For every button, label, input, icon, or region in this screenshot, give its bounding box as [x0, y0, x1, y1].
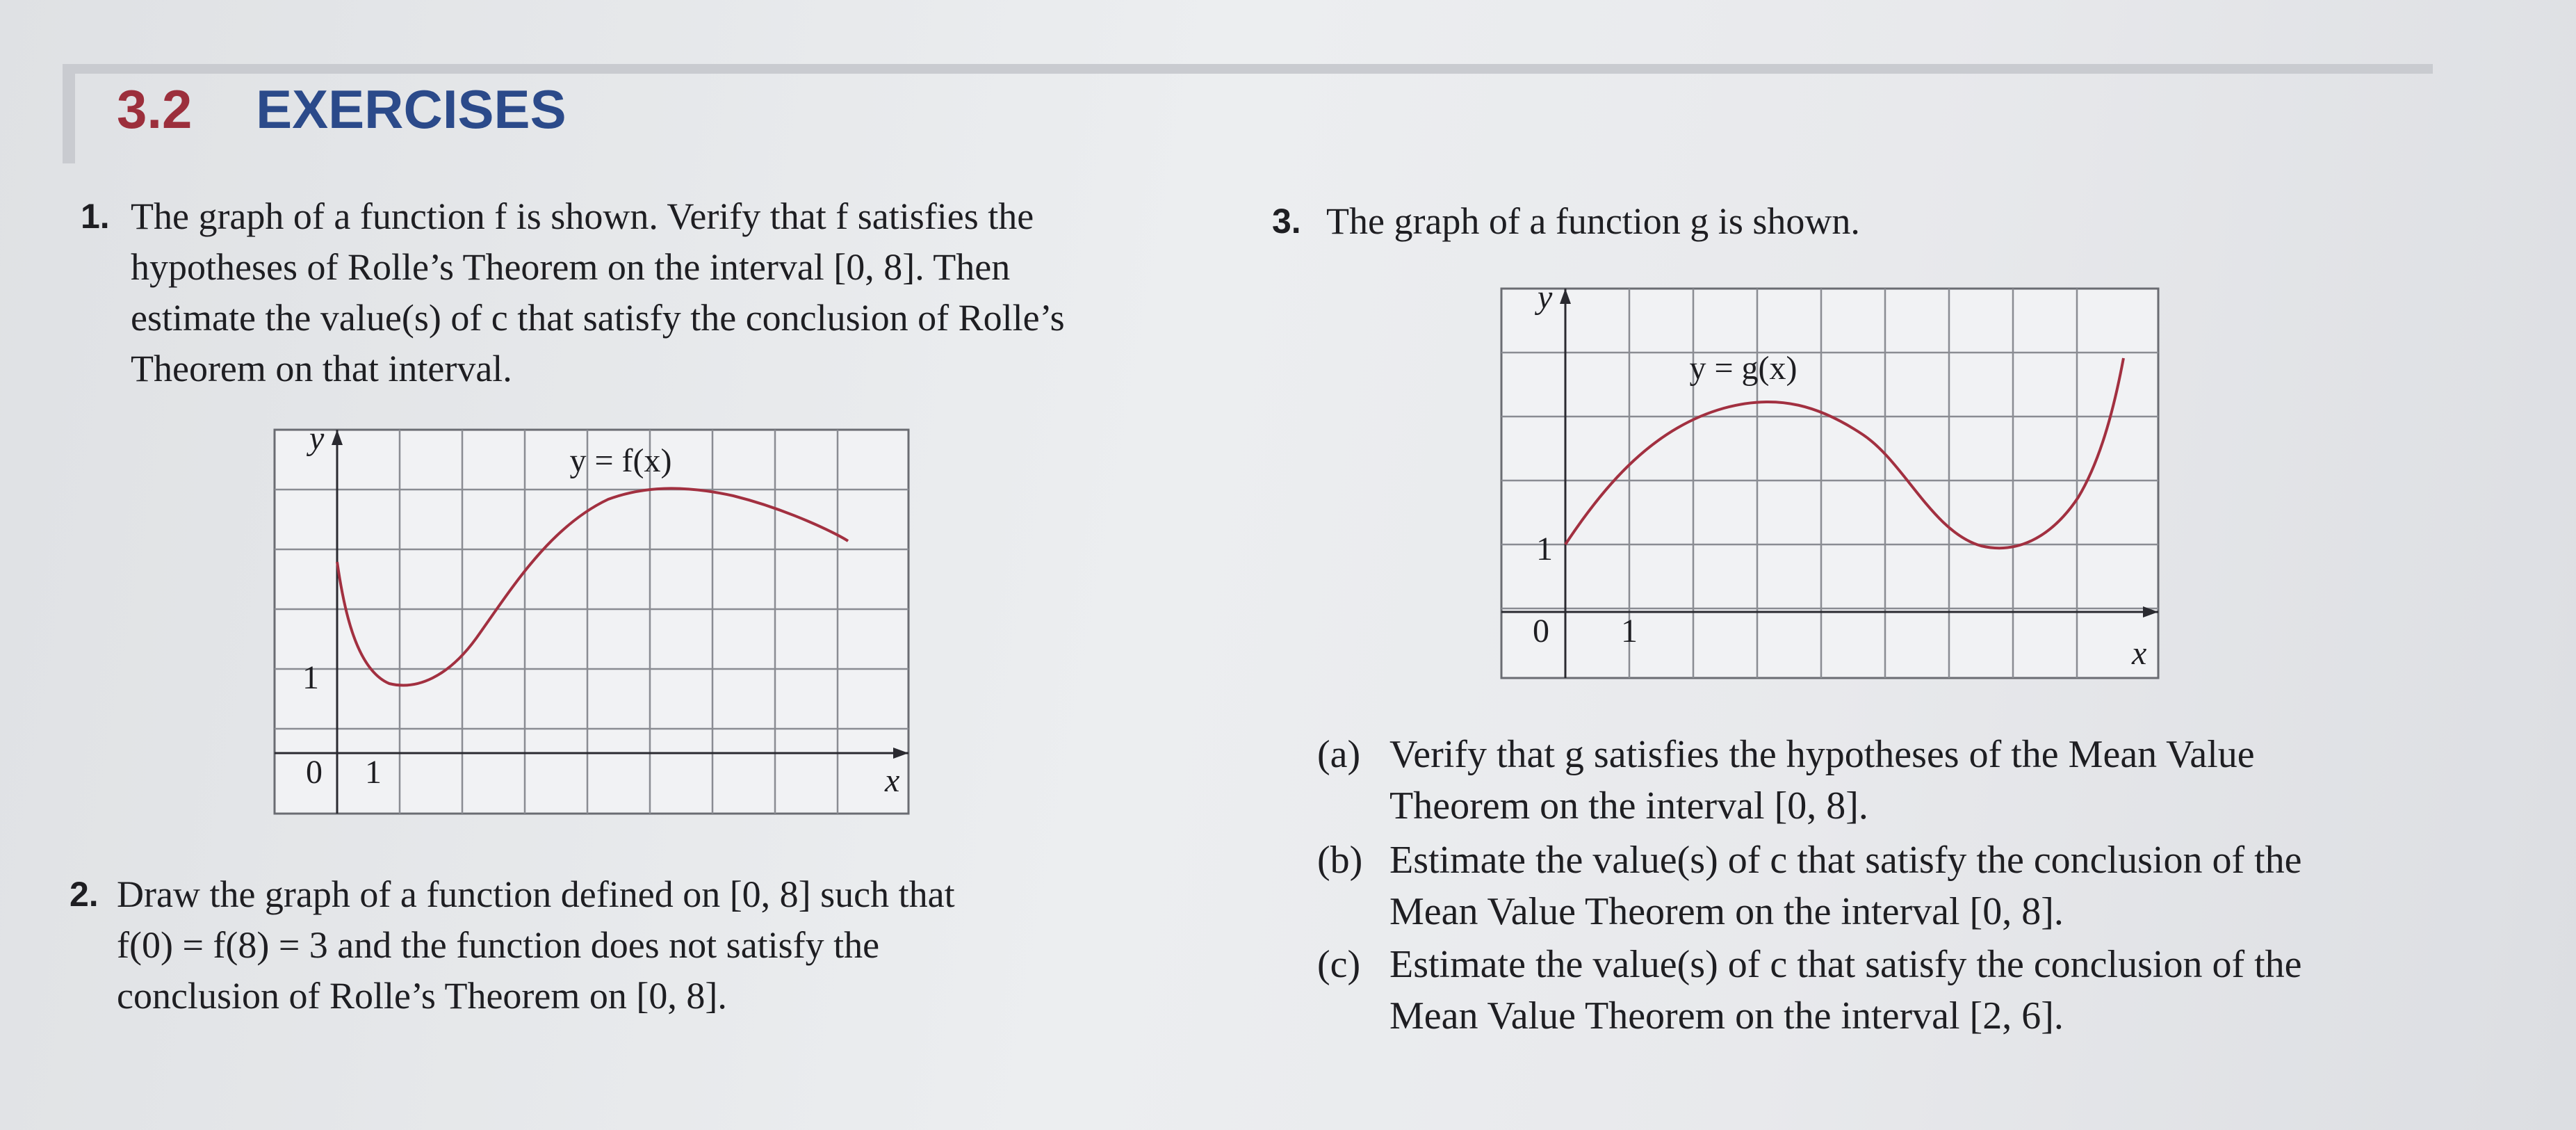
exercise-2-number: 2.: [70, 875, 99, 914]
graph-f-svg: [275, 420, 908, 814]
part-b-line: Mean Value Theorem on the interval [0, 8].: [1389, 890, 2064, 933]
exercise-1-number: 1.: [81, 197, 110, 236]
exercise-1-line: hypotheses of Rolle’s Theorem on the interval [0, 8]. Then: [131, 246, 1011, 288]
section-top-rule: [63, 64, 2433, 74]
exercise-2-line: conclusion of Rolle’s Theorem on [0, 8].: [117, 975, 727, 1017]
section-heading: [117, 78, 566, 154]
exercise-3-number: 3.: [1272, 202, 1301, 241]
section-title: EXERCISES: [256, 79, 566, 140]
graph-f-y-tick-label: 1: [302, 659, 319, 696]
exercise-3-line: The graph of a function g is shown.: [1326, 200, 1860, 242]
graph-g-x-label: x: [2132, 635, 2147, 672]
graph-f-origin-label: 0: [306, 754, 323, 791]
exercise-2-line: f(0) = f(8) = 3 and the function does not satisfy the: [117, 924, 880, 966]
graph-f: [275, 420, 908, 814]
section-number: 3.2: [117, 79, 193, 140]
graph-g: [1501, 279, 2158, 678]
exercise-2-line: Draw the graph of a function defined on [0, 8] such that: [117, 873, 955, 915]
graph-f-x-tick-label: 1: [365, 754, 382, 791]
graph-g-y-label: y: [1538, 279, 1553, 316]
graph-f-x-label: x: [885, 762, 900, 799]
graph-g-curve-label: y = g(x): [1689, 350, 1798, 387]
graph-f-y-label: y: [309, 420, 325, 457]
exercise-3-part-c: [1317, 939, 2499, 1042]
section-heading-bar: [63, 70, 75, 163]
part-a-line: Theorem on the interval [0, 8].: [1389, 784, 1868, 828]
graph-g-y-tick-label: 1: [1536, 531, 1553, 567]
part-b-line: Estimate the value(s) of c that satisfy the conclusion of the: [1389, 839, 2302, 882]
graph-g-x-tick-label: 1: [1621, 613, 1638, 649]
exercise-1-line: estimate the value(s) of c that satisfy the conclusion of Rolle’s: [131, 297, 1065, 339]
graph-f-curve-label: y = f(x): [569, 442, 672, 479]
part-c-label: (c): [1317, 943, 1361, 986]
part-a-line: Verify that g satisfies the hypotheses of the Mean Value: [1389, 733, 2255, 776]
part-c-line: Mean Value Theorem on the interval [2, 6].: [1389, 994, 2064, 1038]
graph-g-svg: [1501, 279, 2158, 678]
part-a-label: (a): [1317, 733, 1361, 776]
exercise-3-part-a: [1317, 729, 2499, 832]
part-c-line: Estimate the value(s) of c that satisfy the conclusion of the: [1389, 943, 2302, 986]
exercise-1-line: The graph of a function f is shown. Verify that f satisfies the: [131, 195, 1034, 237]
exercise-3-part-b: [1317, 834, 2499, 937]
part-b-label: (b): [1317, 839, 1363, 882]
graph-g-origin-label: 0: [1533, 613, 1549, 649]
graph-g-frame: [1501, 289, 2158, 678]
exercise-1-line: Theorem on that interval.: [131, 348, 512, 389]
